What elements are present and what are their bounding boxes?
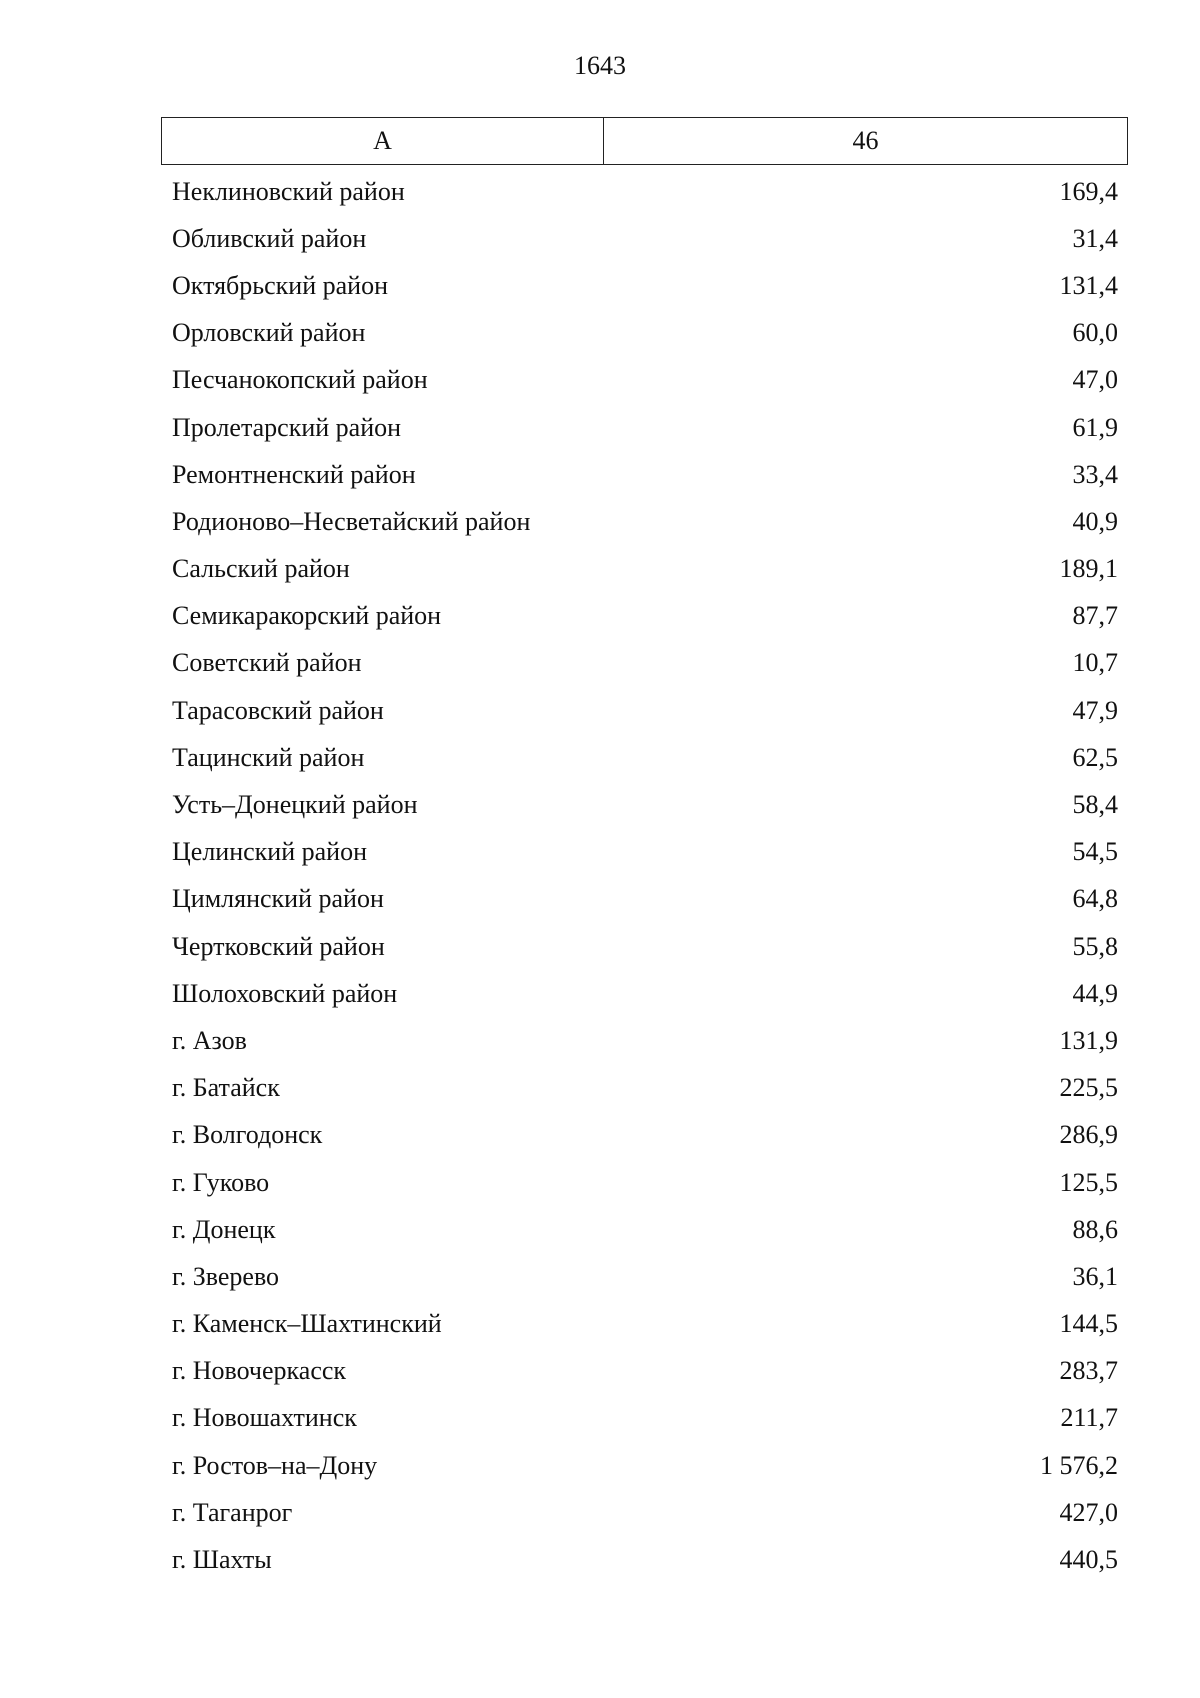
row-value: 144,5 [1059, 1309, 1118, 1339]
row-name: Тарасовский район [172, 695, 384, 725]
row-value: 64,8 [1072, 884, 1118, 914]
table-row [172, 1112, 1118, 1159]
table-row [172, 876, 1118, 923]
row-value: 225,5 [1059, 1073, 1118, 1103]
header-col-a: А [162, 118, 604, 164]
row-name: г. Гуково [172, 1167, 270, 1197]
row-name: Ремонтненский район [172, 459, 416, 489]
header-col-b: 46 [852, 126, 879, 155]
table-row [172, 1301, 1118, 1348]
row-value: 88,6 [1072, 1214, 1118, 1244]
row-value: 40,9 [1072, 506, 1118, 536]
table-row [172, 404, 1118, 451]
row-value: 62,5 [1072, 742, 1118, 772]
row-name: Обливский район [172, 223, 367, 253]
row-value: 61,9 [1072, 412, 1118, 442]
row-name: Орловский район [172, 318, 366, 348]
row-value: 169,4 [1059, 176, 1118, 206]
row-name: Сальский район [172, 554, 350, 584]
table-row [172, 168, 1118, 215]
row-value: 125,5 [1059, 1167, 1118, 1197]
row-name: г. Каменск–Шахтинский [172, 1309, 442, 1339]
row-value: 131,9 [1059, 1025, 1118, 1055]
row-name: Неклиновский район [172, 176, 405, 206]
row-value: 54,5 [1072, 837, 1118, 867]
row-name: Усть–Донецкий район [172, 790, 418, 820]
row-name: Песчанокопский район [172, 365, 428, 395]
row-name: г. Волгодонск [172, 1120, 323, 1150]
table-body [172, 168, 1118, 1584]
row-value: 286,9 [1059, 1120, 1118, 1150]
table-row [172, 310, 1118, 357]
row-value: 87,7 [1072, 601, 1118, 631]
table-row [172, 1206, 1118, 1253]
table-row [172, 781, 1118, 828]
table-row [172, 451, 1118, 498]
row-name: Советский район [172, 648, 362, 678]
row-name: Тацинский район [172, 742, 365, 772]
row-name: г. Батайск [172, 1073, 280, 1103]
table-row [172, 546, 1118, 593]
row-name: Чертковский район [172, 931, 385, 961]
row-name: Семикаракорский район [172, 601, 442, 631]
row-name: г. Новошахтинск [172, 1403, 357, 1433]
table-row [172, 1017, 1118, 1064]
row-value: 47,9 [1072, 695, 1118, 725]
row-name: Пролетарский район [172, 412, 402, 442]
row-name: г. Зверево [172, 1261, 280, 1291]
row-name: Шолоховский район [172, 978, 398, 1008]
table-row [172, 215, 1118, 262]
row-value: 283,7 [1059, 1356, 1118, 1386]
table-row [172, 640, 1118, 687]
row-name: г. Ростов–на–Дону [172, 1450, 378, 1480]
row-value: 1 576,2 [1040, 1450, 1118, 1480]
table-row [172, 593, 1118, 640]
row-value: 31,4 [1072, 223, 1118, 253]
row-value: 58,4 [1072, 790, 1118, 820]
row-value: 44,9 [1072, 978, 1118, 1008]
row-value: 60,0 [1072, 318, 1118, 348]
table-row [172, 923, 1118, 970]
row-name: г. Таганрог [172, 1497, 293, 1527]
table-row [172, 734, 1118, 781]
row-value: 440,5 [1059, 1545, 1118, 1575]
row-value: 10,7 [1072, 648, 1118, 678]
row-value: 36,1 [1072, 1261, 1118, 1291]
table-row [172, 970, 1118, 1017]
row-name: г. Азов [172, 1025, 247, 1055]
row-value: 427,0 [1059, 1497, 1118, 1527]
row-value: 131,4 [1059, 270, 1118, 300]
row-name: Родионово–Несветайский район [172, 506, 531, 536]
table-row [172, 1536, 1118, 1583]
table-row [172, 498, 1118, 545]
table-header [161, 117, 1128, 165]
row-name: Целинский район [172, 837, 367, 867]
table-row [172, 1348, 1118, 1395]
row-name: Октябрьский район [172, 270, 388, 300]
row-value: 211,7 [1060, 1403, 1118, 1433]
table-row [172, 1442, 1118, 1489]
row-name: г. Новочеркасск [172, 1356, 347, 1386]
row-name: г. Шахты [172, 1545, 272, 1575]
table-row [172, 1065, 1118, 1112]
row-value: 33,4 [1072, 459, 1118, 489]
table-row [172, 357, 1118, 404]
table-row [172, 262, 1118, 309]
table-row [172, 687, 1118, 734]
row-name: Цимлянский район [172, 884, 384, 914]
page-number: 1643 [574, 51, 626, 80]
table-row [172, 1253, 1118, 1300]
row-value: 47,0 [1072, 365, 1118, 395]
row-value: 55,8 [1072, 931, 1118, 961]
table-row [172, 1395, 1118, 1442]
table-row [172, 1489, 1118, 1536]
row-value: 189,1 [1059, 554, 1118, 584]
table-row [172, 829, 1118, 876]
row-name: г. Донецк [172, 1214, 276, 1244]
table-row [172, 1159, 1118, 1206]
